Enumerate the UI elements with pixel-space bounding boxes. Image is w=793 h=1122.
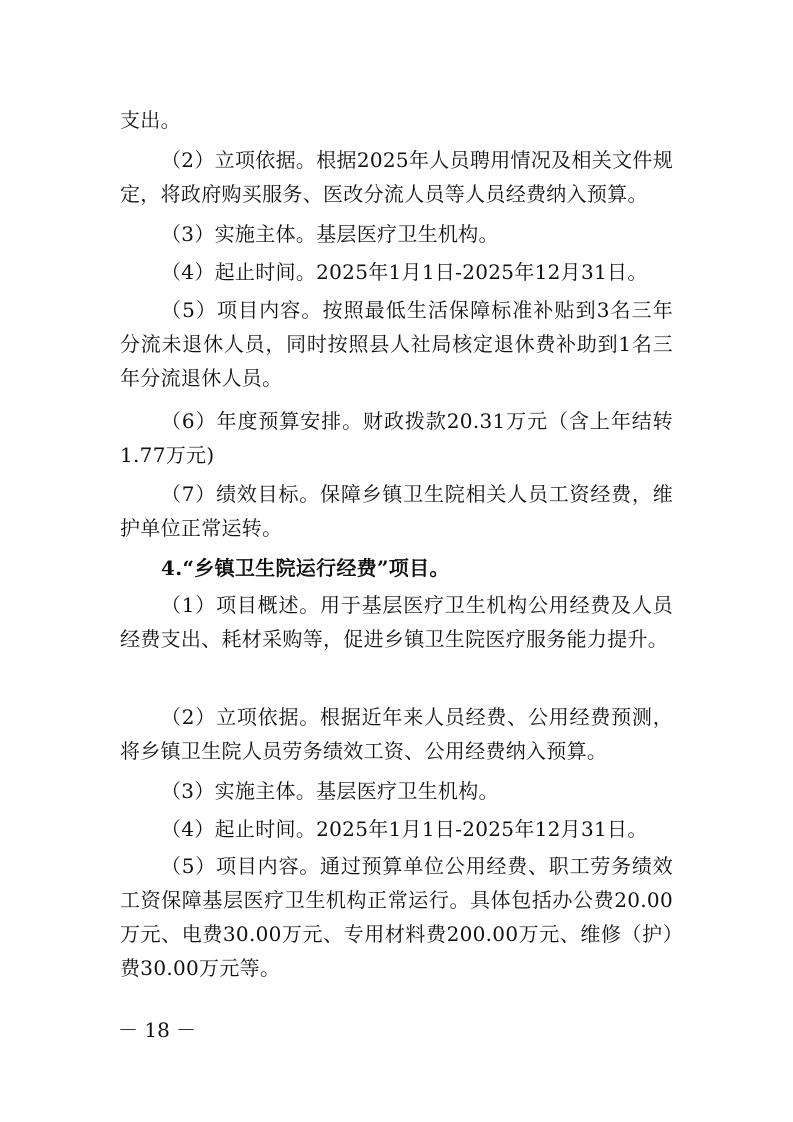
- paragraph-basis-2: （2）立项依据。根据近年来人员经费、公用经费预测，将乡镇卫生院人员劳务绩效工资、公用经费纳入预算。: [120, 705, 673, 763]
- section-heading: 4.“乡镇卫生院运行经费”项目。: [161, 556, 450, 580]
- paragraph-budget: （6）年度预算安排。财政拨款20.31万元（含上年结转1.77万元): [120, 409, 673, 467]
- page-number: － 18 －: [118, 1018, 197, 1042]
- paragraph-period: （4）起止时间。2025年1月1日-2025年12月31日。: [161, 260, 648, 284]
- paragraph-continuation: 支出。: [120, 108, 181, 132]
- paragraph-implementer-2: （3）实施主体。基层医疗卫生机构。: [161, 779, 499, 803]
- paragraph-basis: （2）立项依据。根据2025年人员聘用情况及相关文件规定，将政府购买服务、医改分流人员等人员经费纳入预算。: [120, 148, 673, 206]
- paragraph-overview: （1）项目概述。用于基层医疗卫生机构公用经费及人员经费支出、耗材采购等，促进乡镇卫生院医疗服务能力提升。: [120, 593, 673, 651]
- paragraph-implementer: （3）实施主体。基层医疗卫生机构。: [161, 222, 499, 246]
- paragraph-content: （5）项目内容。按照最低生活保障标准补贴到3名三年分流未退休人员，同时按照县人社局核定退休费补助到1名三年分流退休人员。: [120, 298, 673, 390]
- paragraph-goal: （7）绩效目标。保障乡镇卫生院相关人员工资经费，维护单位正常运转。: [120, 482, 673, 540]
- paragraph-content-2: （5）项目内容。通过预算单位公用经费、职工劳务绩效工资保障基层医疗卫生机构正常运行。具体包括办公费20.00万元、电费30.00万元、专用材料费200.00万元、维修（护）费30.00万元等。: [120, 854, 673, 980]
- paragraph-period-2: （4）起止时间。2025年1月1日-2025年12月31日。: [161, 817, 648, 841]
